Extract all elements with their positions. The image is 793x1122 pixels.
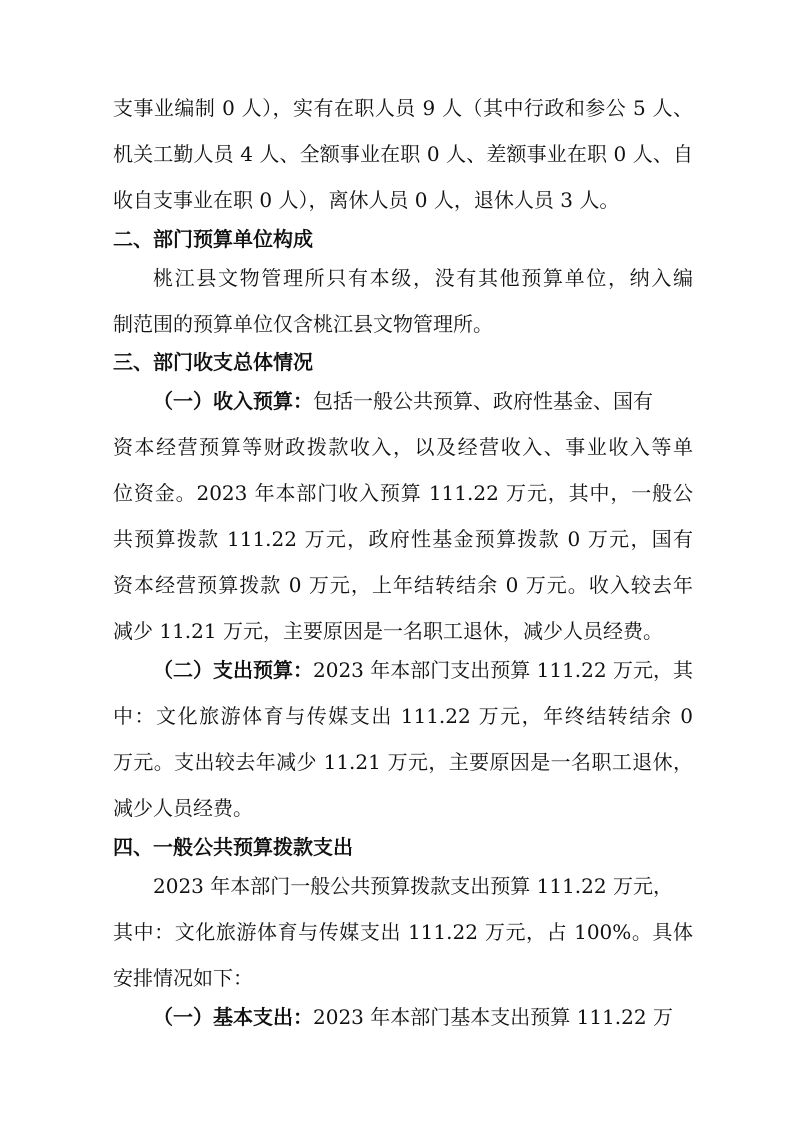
subheading-expense: （二）支出预算： <box>153 658 313 682</box>
paragraph-line: 资本经营预算等财政拨款收入，以及经营收入、事业收入等单 <box>113 435 693 459</box>
section-heading-2: 二、部门预算单位构成 <box>113 227 313 251</box>
paragraph-line: 桃江县文物管理所只有本级，没有其他预算单位，纳入编 <box>153 266 693 290</box>
section-heading-3: 三、部门收支总体情况 <box>113 350 313 374</box>
paragraph-line: 位资金。2023 年本部门收入预算 111.22 万元，其中，一般公 <box>113 481 693 505</box>
paragraph-line: 机关工勤人员 4 人、全额事业在职 0 人、差额事业在职 0 人、自 <box>113 142 693 166</box>
paragraph-line: （一）收入预算：包括一般公共预算、政府性基金、国有 <box>153 389 653 413</box>
paragraph-line: 其中：文化旅游体育与传媒支出 111.22 万元，占 100%。具体 <box>113 920 693 944</box>
paragraph-line: 制范围的预算单位仅含桃江县文物管理所。 <box>113 312 493 336</box>
paragraph-line: 万元。支出较去年减少 11.21 万元，主要原因是一名职工退休， <box>113 750 693 774</box>
section-heading-4: 四、一般公共预算拨款支出 <box>113 835 353 859</box>
paragraph-line: 减少人员经费。 <box>113 796 253 820</box>
paragraph-line: （二）支出预算：2023 年本部门支出预算 111.22 万元，其 <box>153 658 693 682</box>
paragraph-line: 减少 11.21 万元，主要原因是一名职工退休，减少人员经费。 <box>113 619 663 643</box>
paragraph-line: 共预算拨款 111.22 万元，政府性基金预算拨款 0 万元，国有 <box>113 527 693 551</box>
paragraph-line: 收自支事业在职 0 人），离休人员 0 人，退休人员 3 人。 <box>113 188 620 212</box>
paragraph-line: 2023 年本部门一般公共预算拨款支出预算 111.22 万元， <box>153 874 673 898</box>
paragraph-line: （一）基本支出：2023 年本部门基本支出预算 111.22 万 <box>153 1005 673 1029</box>
subheading-income: （一）收入预算： <box>153 389 313 413</box>
paragraph-line: 中：文化旅游体育与传媒支出 111.22 万元，年终结转结余 0 <box>113 704 693 728</box>
subheading-basic-expense: （一）基本支出： <box>153 1005 313 1029</box>
paragraph-line: 资本经营预算拨款 0 万元，上年结转结余 0 万元。收入较去年 <box>113 573 693 597</box>
paragraph-line: 支事业编制 0 人），实有在职人员 9 人（其中行政和参公 5 人、 <box>113 96 693 120</box>
paragraph-line: 安排情况如下： <box>113 966 253 990</box>
